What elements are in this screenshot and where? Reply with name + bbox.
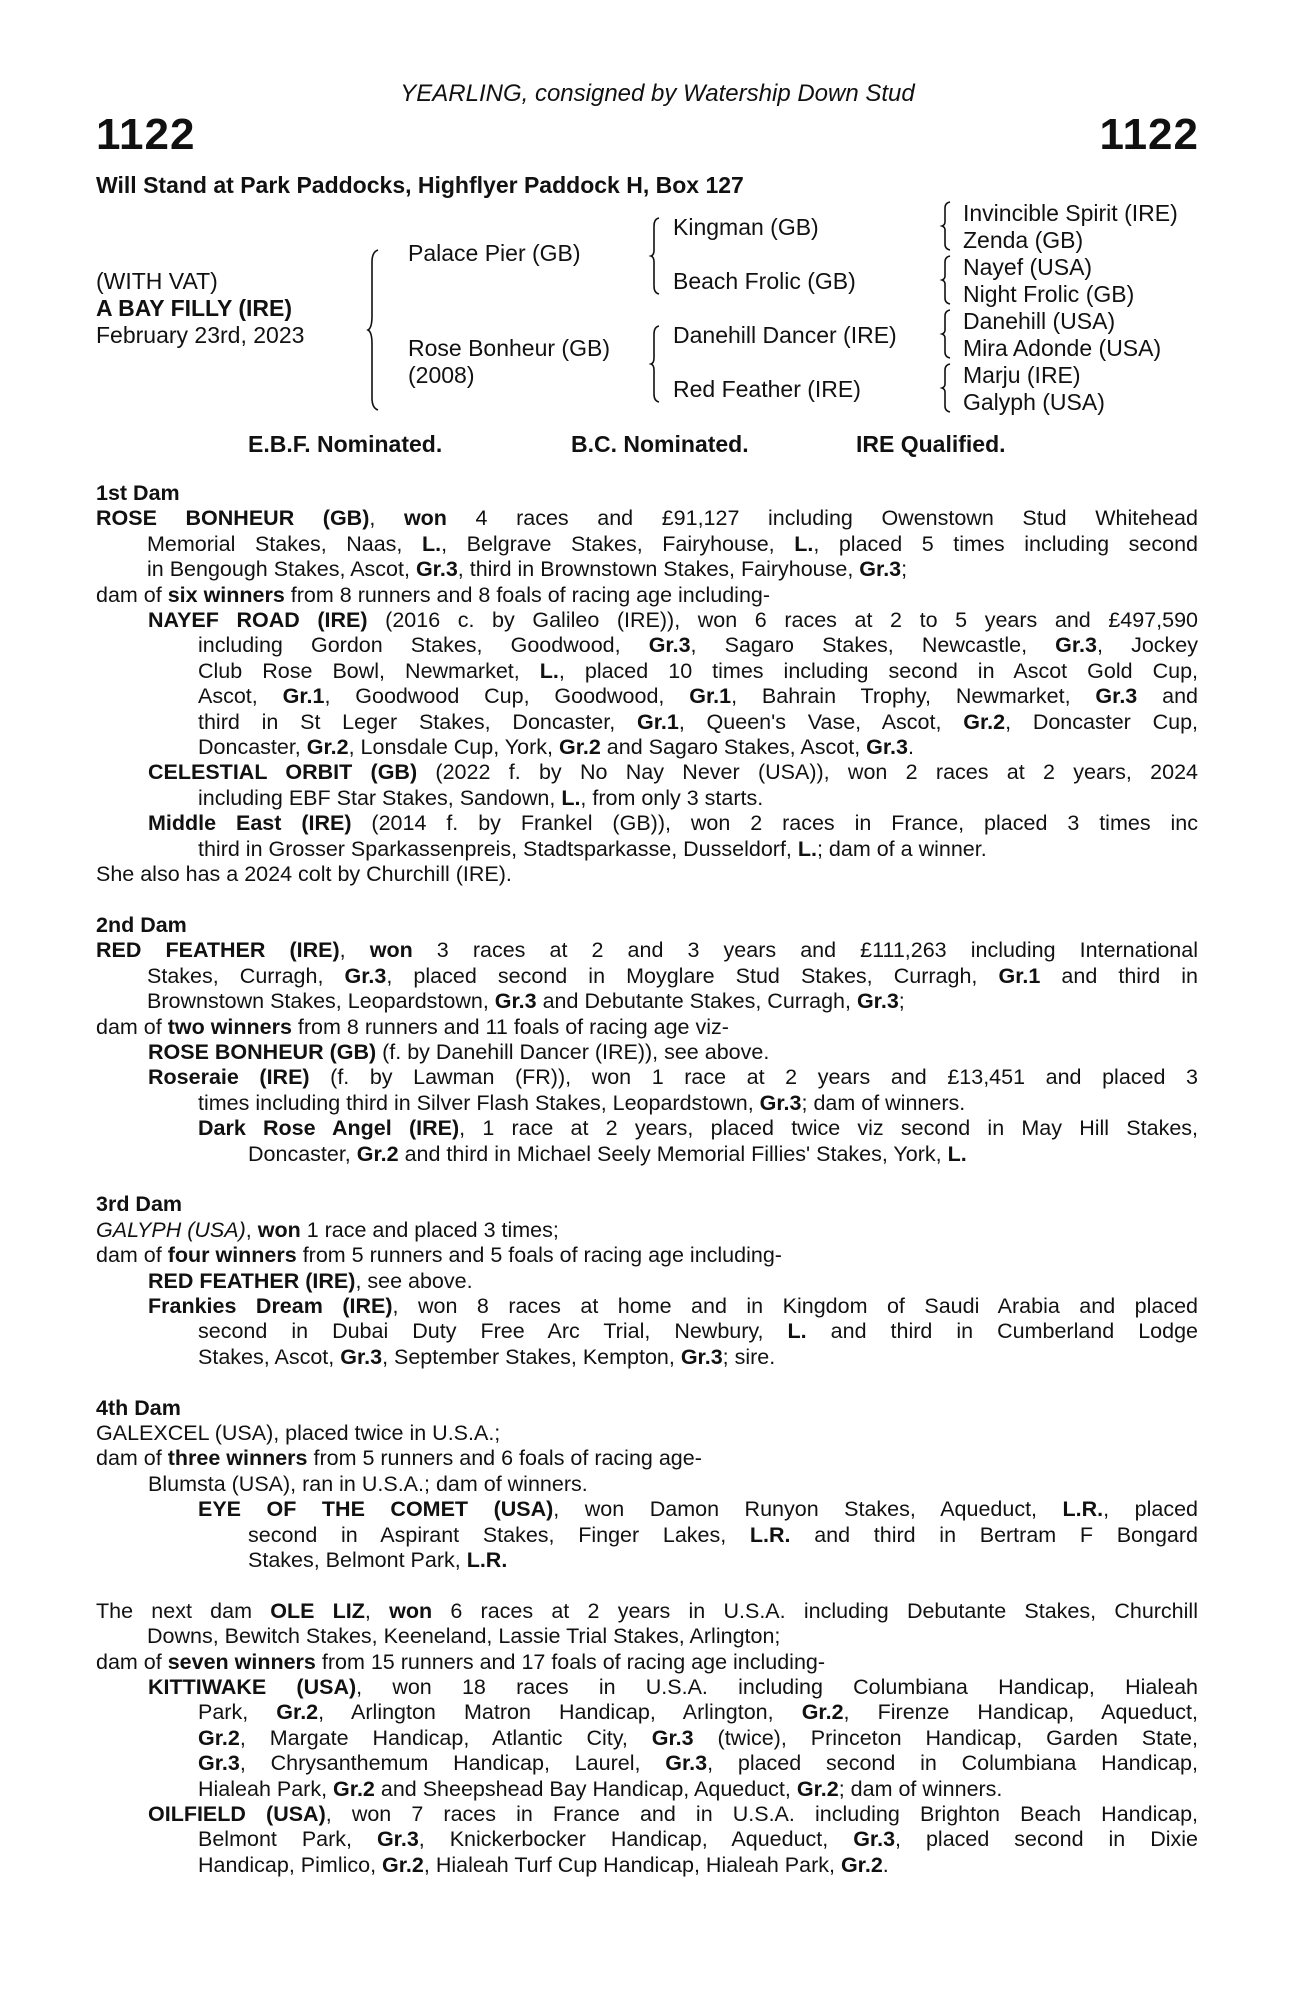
text-line [198, 659, 1198, 684]
great-grandparent-5: Danehill (USA) [963, 308, 1116, 334]
text-line [198, 1827, 1198, 1852]
stand-location: Will Stand at Park Paddocks, Highflyer Paddock H, Box 127 [96, 172, 744, 198]
text-run: dam of [96, 582, 168, 607]
bold-text-run: Gr.2 [333, 1776, 375, 1801]
bold-text-run: Gr.2 [796, 1776, 839, 1801]
text-line [147, 964, 1198, 989]
section-heading: 4th Dam [96, 1395, 181, 1420]
horse-name: A BAY FILLY (IRE) [96, 295, 292, 321]
text-line [148, 1065, 1198, 1090]
text-run: dam of [96, 1243, 168, 1268]
bold-text-run: won [369, 938, 413, 963]
dam-section [96, 1599, 1198, 1878]
bold-text-run: Gr.3 [651, 1725, 694, 1750]
produce-entry [96, 1269, 1198, 1294]
text-run: ; [898, 989, 905, 1014]
text-run: , won 7 races in France and in U.S.A. including Brighton Beach Handicap, [325, 1802, 1198, 1827]
text-line [198, 1853, 1198, 1878]
text-run: 1 race and placed 3 times; [300, 1217, 559, 1242]
bold-text-run: Gr.3 [665, 1751, 708, 1776]
produce-entry [96, 1497, 1198, 1573]
text-run: Doncaster, [248, 1141, 357, 1166]
text-run: Stakes, Ascot, [198, 1344, 341, 1369]
text-run: and third in Bertram F Bongard [790, 1522, 1198, 1547]
text-run: in Bengough Stakes, Ascot, [147, 557, 416, 582]
bold-text-run: Gr.2 [276, 1700, 319, 1725]
text-run: from 8 runners and 8 foals of racing age including- [284, 582, 771, 607]
text-line [198, 1700, 1198, 1725]
text-line [198, 735, 1198, 760]
section-heading: 2nd Dam [96, 912, 187, 937]
text-run: , 1 race at 2 years, placed twice viz second in May Hill Stakes, [459, 1116, 1198, 1141]
bold-text-run: Gr.3 [340, 1344, 383, 1369]
produce-entry [96, 1675, 1198, 1802]
text-run: second in Aspirant Stakes, Finger Lakes, [248, 1522, 750, 1547]
bc-nomination: B.C. Nominated. [571, 431, 749, 457]
text-run: times including third in Silver Flash Stakes, Leopardstown, [198, 1090, 760, 1115]
text-run: (2014 f. by Frankel (GB)), won 2 races in France, placed 3 times inc [351, 811, 1198, 836]
bold-text-run: Gr.3 [344, 963, 387, 988]
text-run: and third in Michael Seely Memorial Fillies' Stakes, York, [398, 1141, 948, 1166]
text-line [96, 862, 1198, 887]
text-run: 3 races at 2 and 3 years and £111,263 including International [412, 938, 1198, 963]
great-grandparent-3: Nayef (USA) [963, 254, 1093, 280]
bold-text-run: six winners [167, 582, 285, 607]
text-run: , Belgrave Stakes, Fairyhouse, [441, 531, 795, 556]
text-line [96, 1599, 1198, 1624]
great-grandparent-8: Galyph (USA) [963, 389, 1105, 415]
text-line [96, 1446, 1198, 1471]
text-line [148, 1675, 1198, 1700]
bold-text-run: Gr.3 [859, 557, 902, 582]
text-run: Hialeah Park, [198, 1776, 334, 1801]
text-run: third in St Leger Stakes, Doncaster, [198, 709, 637, 734]
text-line [148, 1802, 1198, 1827]
produce-entry [96, 1040, 1198, 1065]
bold-text-run: Gr.2 [198, 1725, 240, 1750]
text-line [198, 1751, 1198, 1776]
text-run: ; [901, 557, 908, 582]
bold-text-run: Gr.2 [382, 1852, 424, 1877]
produce-entry [96, 1294, 1198, 1370]
bold-text-run: L. [421, 531, 442, 556]
text-run: and third in Cumberland Lodge [806, 1319, 1198, 1344]
produce-entry [96, 1116, 1198, 1167]
grandparent-3: Danehill Dancer (IRE) [673, 322, 897, 348]
bold-text-run: Gr.2 [801, 1700, 844, 1725]
bold-text-run: Gr.3 [759, 1090, 802, 1115]
vat-note: (WITH VAT) [96, 268, 218, 294]
section-heading: 1st Dam [96, 481, 180, 505]
bold-text-run: Gr.3 [680, 1344, 723, 1369]
text-run: , won 8 races at home and in Kingdom of Saudi Arabia and placed [392, 1293, 1199, 1318]
text-run: Ascot, [198, 684, 283, 709]
text-run: and Sagaro Stakes, Ascot, [600, 735, 867, 760]
text-line [248, 1523, 1198, 1548]
text-line [148, 760, 1198, 785]
produce-entry [96, 608, 1198, 760]
text-run: from 15 runners and 17 foals of racing age including- [315, 1649, 826, 1674]
text-run: ; dam of a winner. [816, 836, 987, 861]
great-grandparent-2: Zenda (GB) [963, 227, 1084, 253]
bold-text-run: OLE LIZ [270, 1598, 365, 1623]
pedigree-notes [96, 481, 1198, 1904]
bold-text-run: Gr.3 [1095, 684, 1138, 709]
bold-text-run: seven winners [167, 1649, 316, 1674]
bold-text-run: Gr.3 [1055, 633, 1097, 658]
text-run: Downs, Bewitch Stakes, Keeneland, Lassie Trial Stakes, Arlington; [147, 1624, 781, 1649]
bold-text-run: L.R. [749, 1522, 791, 1547]
bold-text-run: KITTIWAKE (USA) [148, 1675, 357, 1700]
text-run: , Jockey [1097, 633, 1199, 658]
text-run: , [364, 1598, 390, 1623]
text-run: , Queen's Vase, Ascot, [678, 709, 964, 734]
text-line [198, 1345, 1198, 1370]
text-line [96, 506, 1198, 531]
bold-text-run: EYE OF THE COMET (USA) [198, 1497, 554, 1522]
bold-text-run: ROSE BONHEUR (GB) [148, 1039, 377, 1064]
text-line [96, 1650, 1198, 1675]
bold-text-run: Gr.3 [853, 1827, 896, 1852]
text-run: GALEXCEL (USA), placed twice in U.S.A.; [96, 1420, 501, 1445]
bold-text-run: Gr.1 [998, 963, 1041, 988]
text-run: Blumsta (USA), ran in U.S.A.; dam of winners. [148, 1471, 588, 1496]
text-run: Stakes, Curragh, [147, 963, 345, 988]
dam: Rose Bonheur (GB) [408, 335, 610, 361]
text-run: 6 races at 2 years in U.S.A. including Debutante Stakes, Churchill [432, 1598, 1198, 1623]
bold-text-run: Gr.3 [376, 1827, 419, 1852]
text-run: dam of [96, 1446, 168, 1471]
text-line [96, 1243, 1198, 1268]
dam-section [96, 1192, 1198, 1370]
text-line [198, 1497, 1198, 1522]
bold-text-run: L. [539, 658, 559, 683]
consignment-line: YEARLING, consigned by Watership Down Stud [400, 80, 915, 107]
bold-text-run: Gr.2 [558, 735, 601, 760]
lot-number-right: 1122 [1099, 110, 1199, 159]
bold-text-run: Gr.2 [306, 735, 349, 760]
text-run: Memorial Stakes, Naas, [147, 531, 422, 556]
text-run: , won Damon Runyon Stakes, Aqueduct, [553, 1497, 1063, 1522]
bold-text-run: two winners [167, 1014, 292, 1039]
produce-entry [96, 1015, 1198, 1040]
text-line [148, 1472, 1198, 1497]
text-run: , Margate Handicap, Atlantic City, [239, 1725, 652, 1750]
text-line [148, 1294, 1198, 1319]
produce-entry [96, 1421, 1198, 1446]
bold-text-run: Dark Rose Angel (IRE) [198, 1116, 460, 1141]
section-heading: 3rd Dam [96, 1192, 183, 1217]
bold-text-run: RED FEATHER (IRE) [96, 938, 340, 963]
bold-text-run: Gr.1 [636, 709, 679, 734]
text-run: from 5 runners and 5 foals of racing age including- [296, 1243, 782, 1268]
bold-text-run: CELESTIAL ORBIT (GB) [148, 760, 418, 785]
text-line [96, 1015, 1198, 1040]
bold-text-run: Gr.3 [415, 557, 458, 582]
text-line [96, 1218, 1198, 1243]
lot-number-left: 1122 [96, 110, 196, 159]
bold-text-run: RED FEATHER (IRE) [148, 1268, 356, 1293]
text-run: , placed second in Moyglare Stud Stakes, Curragh, [386, 963, 999, 988]
bold-text-run: OILFIELD (USA) [148, 1802, 326, 1827]
bold-text-run: L. [794, 531, 814, 556]
foaling-date: February 23rd, 2023 [96, 322, 305, 348]
text-line [147, 557, 1198, 582]
grandparent-1: Kingman (GB) [673, 214, 819, 240]
produce-entry [96, 583, 1198, 608]
bold-text-run: Gr.3 [866, 735, 908, 760]
bold-text-run: won [257, 1217, 301, 1242]
bold-text-run: Gr.1 [282, 684, 325, 709]
text-run: , Hialeah Turf Cup Handicap, Hialeah Park, [423, 1852, 841, 1877]
bold-text-run: L. [787, 1319, 807, 1344]
text-run: Belmont Park, [198, 1827, 377, 1852]
text-run: , won 18 races in U.S.A. including Columbiana Handicap, Hialeah [356, 1675, 1198, 1700]
text-run: ; dam of winners. [838, 1776, 1003, 1801]
pedigree-brace [942, 364, 952, 412]
text-line [198, 684, 1198, 709]
text-run: , third in Brownstown Stakes, Fairyhouse, [457, 557, 860, 582]
italic-text-run: GALYPH (USA) [96, 1217, 246, 1242]
bold-text-run: Roseraie (IRE) [148, 1065, 310, 1090]
text-run: Club Rose Bowl, Newmarket, [198, 658, 540, 683]
pedigree-brace [651, 218, 661, 294]
produce-entry [96, 506, 1198, 582]
text-line [147, 989, 1198, 1014]
text-run: dam of [96, 1649, 168, 1674]
text-run: from 5 runners and 6 foals of racing age- [307, 1446, 702, 1471]
text-run: (twice), Princeton Handicap, Garden State, [693, 1725, 1198, 1750]
bold-text-run: Gr.3 [856, 989, 899, 1014]
bold-text-run: won [403, 506, 447, 531]
bold-text-run: won [389, 1598, 433, 1623]
text-line [198, 1091, 1198, 1116]
pedigree-brace [942, 310, 952, 358]
text-run: , Bahrain Trophy, Newmarket, [731, 684, 1096, 709]
text-run: , placed 5 times including second [813, 531, 1198, 556]
text-line [198, 1777, 1198, 1802]
text-run: , Arlington Matron Handicap, Arlington, [318, 1700, 802, 1725]
bold-text-run: L. [797, 836, 817, 861]
text-line [148, 811, 1198, 836]
produce-entry [96, 760, 1198, 811]
produce-entry [96, 1446, 1198, 1471]
produce-entry [96, 1472, 1198, 1497]
text-run: (f. by Danehill Dancer (IRE)), see above. [376, 1039, 770, 1064]
bold-text-run: L. [561, 785, 581, 810]
ebf-nomination: E.B.F. Nominated. [248, 431, 443, 457]
grandparent-2: Beach Frolic (GB) [673, 268, 856, 294]
text-line [96, 938, 1198, 963]
text-run: , [369, 506, 404, 531]
great-grandparent-7: Marju (IRE) [963, 362, 1081, 388]
text-line [148, 1040, 1198, 1065]
great-grandparent-1: Invincible Spirit (IRE) [963, 200, 1178, 226]
text-run: second in Dubai Duty Free Arc Trial, Newbury, [198, 1319, 788, 1344]
text-line [198, 786, 1198, 811]
text-line [147, 1624, 1198, 1649]
text-run: , September Stakes, Kempton, [382, 1344, 681, 1369]
produce-entry [96, 1218, 1198, 1243]
bold-text-run: three winners [167, 1446, 308, 1471]
text-run: including Gordon Stakes, Goodwood, [198, 633, 649, 658]
produce-entry [96, 1243, 1198, 1268]
text-run: and third in [1040, 963, 1199, 988]
text-run: She also has a 2024 colt by Churchill (IRE). [96, 862, 512, 887]
text-run: , [339, 938, 370, 963]
pedigree-brace [942, 202, 952, 250]
text-run: including EBF Star Stakes, Sandown, [198, 785, 562, 810]
dam-section [96, 913, 1198, 1167]
text-run: ; sire. [722, 1344, 776, 1369]
text-line [148, 1269, 1198, 1294]
text-line [198, 1319, 1198, 1344]
bold-text-run: Frankies Dream (IRE) [148, 1293, 393, 1318]
text-line [198, 710, 1198, 735]
produce-entry [96, 1599, 1198, 1650]
text-run: Stakes, Belmont Park, [248, 1548, 467, 1573]
text-run: 4 races and £91,127 including Owenstown Stud Whitehead [446, 506, 1198, 531]
bold-text-run: NAYEF ROAD (IRE) [148, 608, 368, 633]
produce-entry [96, 811, 1198, 862]
bold-text-run: four winners [167, 1243, 297, 1268]
text-run: The next dam [96, 1598, 271, 1623]
pedigree-brace [368, 250, 380, 410]
text-run: ; dam of winners. [801, 1090, 966, 1115]
text-run: , see above. [355, 1268, 473, 1293]
text-run: , [245, 1217, 258, 1242]
text-run: Brownstown Stakes, Leopardstown, [147, 989, 495, 1014]
text-run: , placed second in Dixie [895, 1827, 1198, 1852]
bold-text-run: L.R. [1062, 1497, 1104, 1522]
text-run: dam of [96, 1014, 168, 1039]
bold-text-run: Gr.3 [494, 989, 537, 1014]
ire-qualification: IRE Qualified. [856, 431, 1006, 457]
dam-section [96, 1396, 1198, 1574]
grandparent-4: Red Feather (IRE) [673, 376, 861, 402]
bold-text-run: L.R. [466, 1548, 508, 1573]
text-run: , from only 3 starts. [580, 785, 764, 810]
text-line [198, 1726, 1198, 1751]
pedigree-brace [651, 326, 661, 402]
text-run: and [1137, 684, 1198, 709]
text-line [198, 837, 1198, 862]
text-run: , Sagaro Stakes, Newcastle, [690, 633, 1056, 658]
text-run: from 8 runners and 11 foals of racing age viz- [291, 1014, 729, 1039]
text-run: , placed [1103, 1497, 1198, 1522]
text-run: Doncaster, [198, 735, 307, 760]
text-line [248, 1548, 1198, 1573]
text-run: (f. by Lawman (FR)), won 1 race at 2 years and £13,451 and placed 3 [309, 1065, 1198, 1090]
text-run: , Chrysanthemum Handicap, Laurel, [239, 1751, 666, 1776]
text-run: , Doncaster Cup, [1005, 709, 1198, 734]
dam-section [96, 481, 1198, 888]
bold-text-run: Gr.2 [963, 709, 1006, 734]
produce-entry [96, 862, 1198, 887]
text-run: and Debutante Stakes, Curragh, [536, 989, 857, 1014]
text-run: , Knickerbocker Handicap, Aqueduct, [418, 1827, 854, 1852]
text-line [148, 608, 1198, 633]
produce-entry [96, 1802, 1198, 1878]
sire: Palace Pier (GB) [408, 240, 581, 266]
bold-text-run: Gr.2 [840, 1852, 883, 1877]
bold-text-run: Gr.3 [648, 633, 691, 658]
bold-text-run: L. [947, 1141, 967, 1166]
text-run: , Goodwood Cup, Goodwood, [324, 684, 690, 709]
great-grandparent-4: Night Frolic (GB) [963, 281, 1135, 307]
text-run: and Sheepshead Bay Handicap, Aqueduct, [374, 1776, 797, 1801]
produce-entry [96, 1650, 1198, 1675]
produce-entry [96, 938, 1198, 1014]
text-line [198, 633, 1198, 658]
text-line [198, 1116, 1198, 1141]
text-run: , placed 10 times including second in Ascot Gold Cup, [558, 658, 1199, 683]
text-line [96, 583, 1198, 608]
great-grandparent-6: Mira Adonde (USA) [963, 335, 1162, 361]
text-run: , placed second in Columbiana Handicap, [707, 1751, 1198, 1776]
produce-entry [96, 1065, 1198, 1116]
text-run: Park, [198, 1700, 277, 1725]
text-run: . [882, 1852, 889, 1877]
bold-text-run: ROSE BONHEUR (GB) [96, 506, 370, 531]
text-line [96, 1421, 1198, 1446]
bold-text-run: Gr.1 [689, 684, 732, 709]
text-run: , Firenze Handicap, Aqueduct, [843, 1700, 1198, 1725]
bold-text-run: Gr.3 [198, 1751, 240, 1776]
text-run: Handicap, Pimlico, [198, 1852, 383, 1877]
bold-text-run: Middle East (IRE) [148, 811, 352, 836]
text-line [147, 532, 1198, 557]
text-run: third in Grosser Sparkassenpreis, Stadtsparkasse, Dusseldorf, [198, 836, 798, 861]
text-run: (2022 f. by No Nay Never (USA)), won 2 races at 2 years, 2024 [417, 760, 1198, 785]
bold-text-run: Gr.2 [356, 1141, 399, 1166]
text-line [248, 1142, 1198, 1167]
text-run: . [907, 735, 914, 760]
pedigree-brace [942, 256, 952, 304]
text-run: (2016 c. by Galileo (IRE)), won 6 races at 2 to 5 years and £497,590 [367, 608, 1199, 633]
dam-year: (2008) [408, 362, 475, 388]
text-run: , Lonsdale Cup, York, [348, 735, 559, 760]
